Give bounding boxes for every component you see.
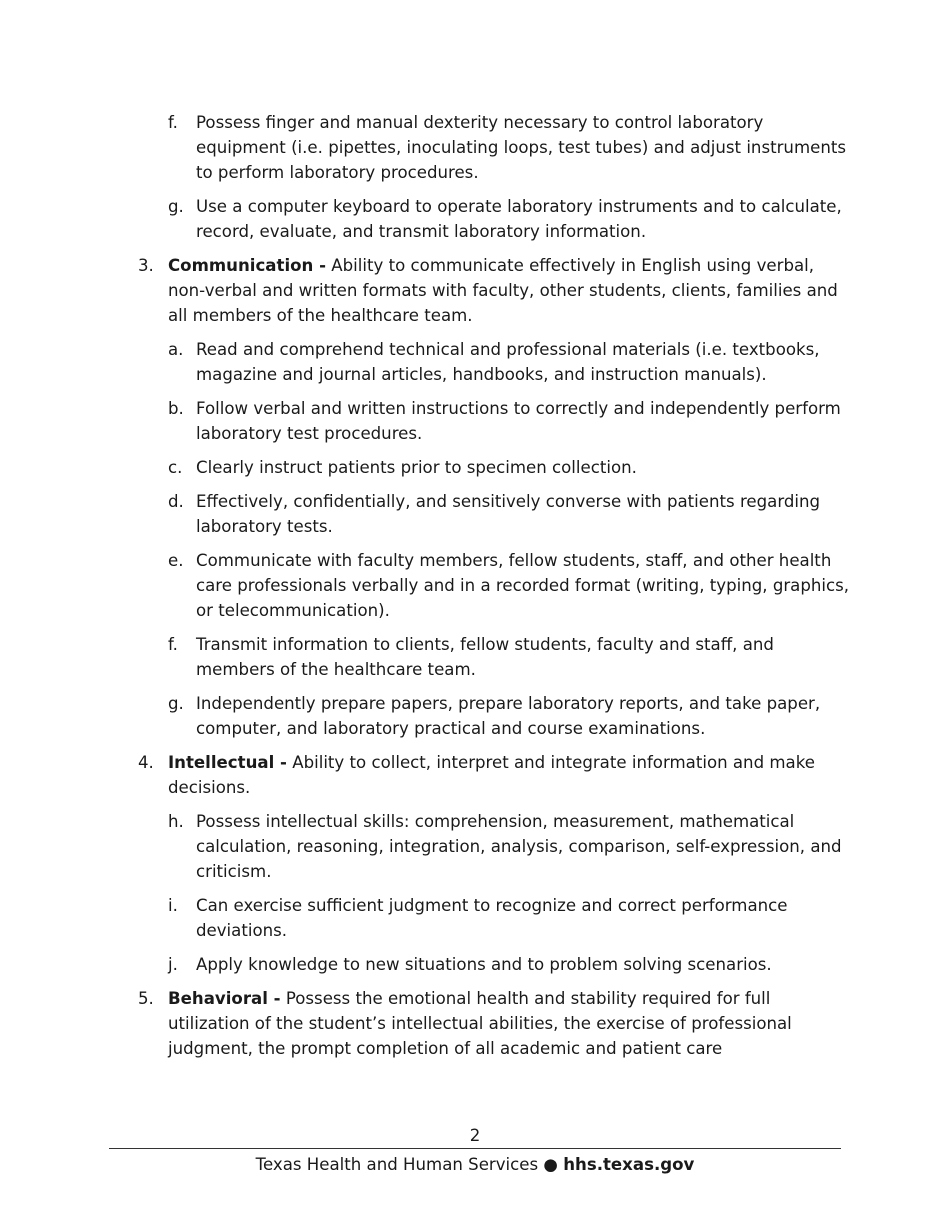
list-marker: i. <box>168 896 178 915</box>
requirements-list <box>138 110 850 1070</box>
section-heading: Behavioral - <box>168 989 281 1008</box>
footer-bullet-icon: ● <box>543 1155 558 1174</box>
section-behavioral <box>138 986 850 1061</box>
list-item <box>168 455 850 480</box>
list-item <box>168 691 850 741</box>
list-marker: e. <box>168 551 184 570</box>
list-marker: f. <box>168 635 178 654</box>
list-marker: j. <box>168 955 178 974</box>
section-heading: Communication - <box>168 256 327 275</box>
section-description: Ability to collect, interpret and integrate information and make decisions. <box>168 753 815 797</box>
section-text <box>168 986 850 1061</box>
list-item-text: Use a computer keyboard to operate laboratory instruments and to calculate, record, evaluate, and transmit laboratory information. <box>196 197 842 241</box>
list-item <box>168 110 850 185</box>
list-item <box>168 396 850 446</box>
footer-org: Texas Health and Human Services <box>255 1155 539 1174</box>
list-marker: g. <box>168 694 184 713</box>
list-item-text: Apply knowledge to new situations and to problem solving scenarios. <box>196 955 772 974</box>
section-text <box>168 750 850 800</box>
list-marker: b. <box>168 399 184 418</box>
page-number: 2 <box>469 1126 481 1145</box>
list-item <box>168 632 850 682</box>
list-item <box>168 548 850 623</box>
section-number: 4. <box>138 753 154 772</box>
list-item-text: Transmit information to clients, fellow students, faculty and staff, and members of the healthcare team. <box>196 635 774 679</box>
list-marker: c. <box>168 458 183 477</box>
list-item-text: Can exercise sufficient judgment to recognize and correct performance deviations. <box>196 896 788 940</box>
list-item-text: Clearly instruct patients prior to specimen collection. <box>196 458 637 477</box>
section-description: Possess the emotional health and stability required for full utilization of the student’s intellectual abilities, the exercise of professional judgment, the prompt completion of all academic and patient care <box>168 989 792 1058</box>
list-item <box>168 952 850 977</box>
list-marker: d. <box>168 492 184 511</box>
list-item-text: Communicate with faculty members, fellow students, staff, and other health care professionals verbally and in a recorded format (writing, typing, graphics, or telecommunication). <box>196 551 850 620</box>
list-item <box>168 489 850 539</box>
section-number: 3. <box>138 256 154 275</box>
footer <box>0 1154 950 1176</box>
section-communication <box>138 253 850 328</box>
list-marker: g. <box>168 197 184 216</box>
list-marker: a. <box>168 340 184 359</box>
footer-divider <box>109 1148 841 1149</box>
list-item <box>168 337 850 387</box>
list-item-text: Follow verbal and written instructions to correctly and independently perform laboratory test procedures. <box>196 399 841 443</box>
list-marker: h. <box>168 812 184 831</box>
list-item <box>168 809 850 884</box>
section-description: Ability to communicate effectively in English using verbal, non-verbal and written formats with faculty, other students, clients, families and all members of the healthcare team. <box>168 256 838 325</box>
list-item-text: Possess intellectual skills: comprehension, measurement, mathematical calculation, reasoning, integration, analysis, comparison, self-expression, and criticism. <box>196 812 842 881</box>
list-item <box>168 194 850 244</box>
section-heading: Intellectual - <box>168 753 287 772</box>
section-number: 5. <box>138 989 154 1008</box>
list-item-text: Read and comprehend technical and professional materials (i.e. textbooks, magazine and journal articles, handbooks, and instruction manuals). <box>196 340 820 384</box>
list-item-text: Independently prepare papers, prepare laboratory reports, and take paper, computer, and laboratory practical and course examinations. <box>196 694 821 738</box>
section-intellectual <box>138 750 850 800</box>
footer-website-link[interactable]: hhs.texas.gov <box>563 1155 695 1174</box>
section-text <box>168 253 850 328</box>
list-item <box>168 893 850 943</box>
list-item-text: Effectively, confidentially, and sensitively converse with patients regarding laboratory tests. <box>196 492 821 536</box>
list-marker: f. <box>168 113 178 132</box>
list-item-text: Possess finger and manual dexterity necessary to control laboratory equipment (i.e. pipettes, inoculating loops, test tubes) and adjust instruments to perform laboratory procedures. <box>196 113 846 182</box>
